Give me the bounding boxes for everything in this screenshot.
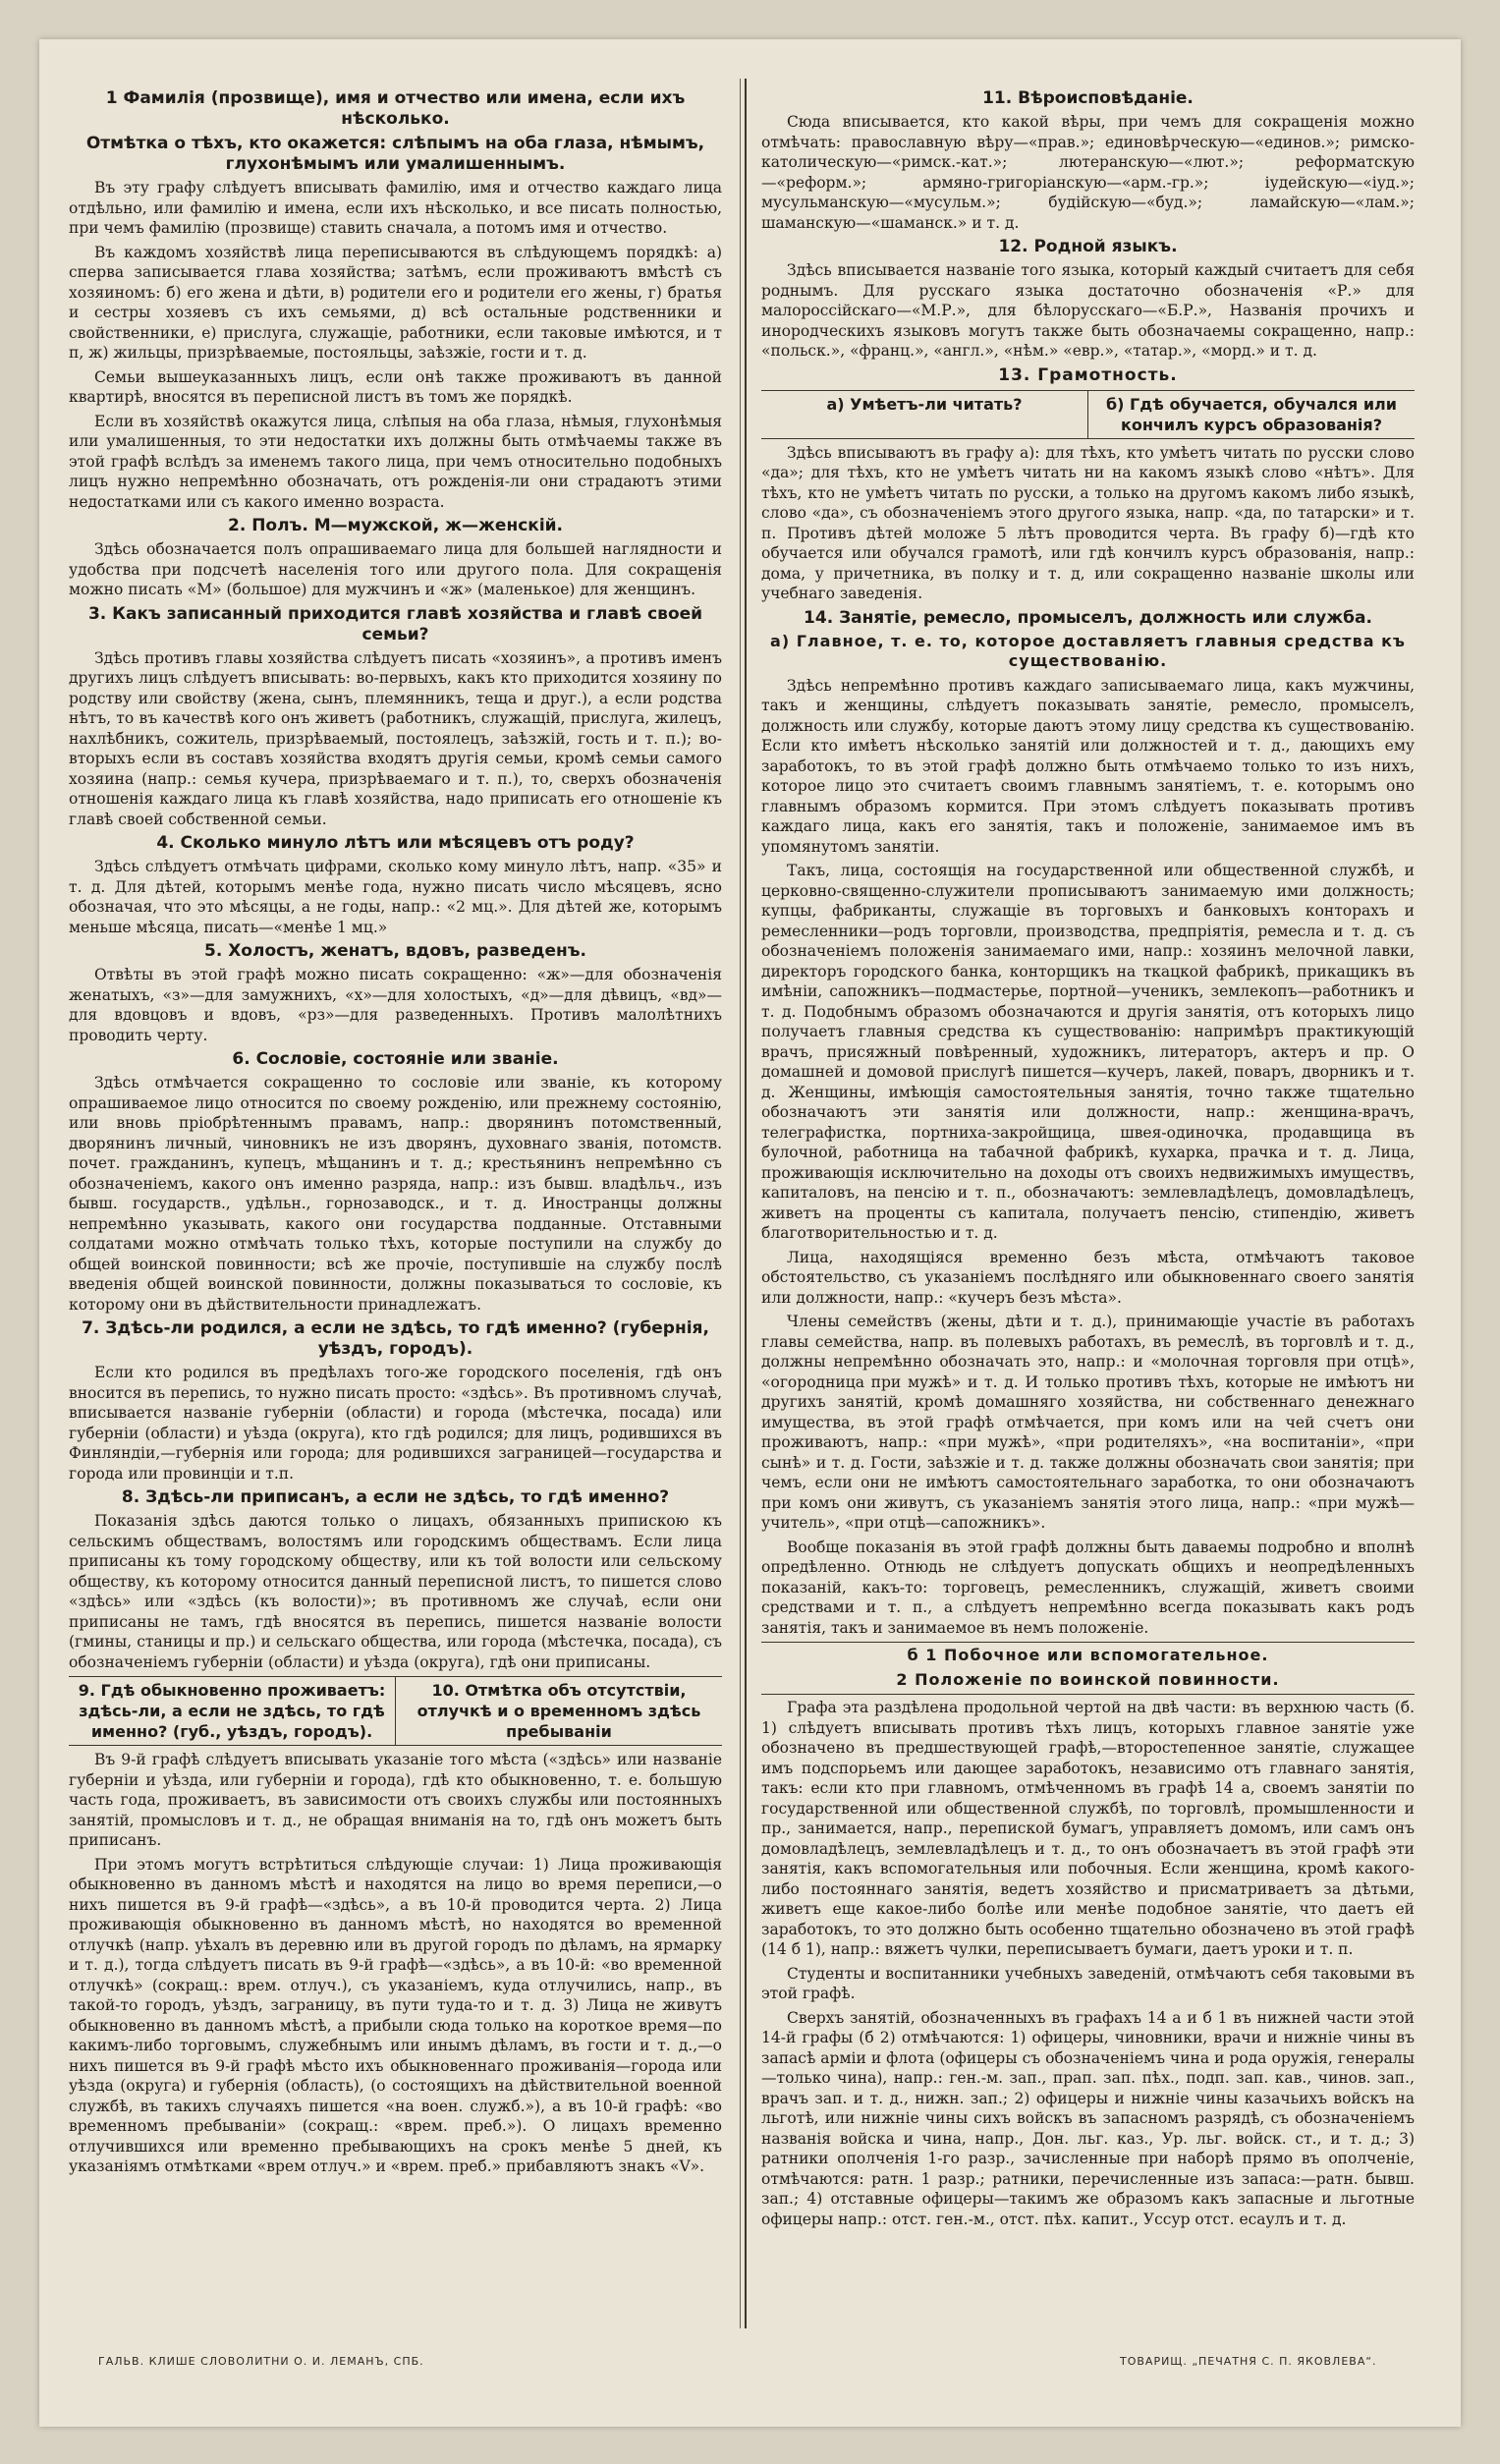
section-13a-title: а) Умѣетъ-ли читать?: [826, 394, 1023, 414]
section-10-title: 10. Отмѣтка объ отсутствіи, отлучкѣ и о временномъ здѣсь пребываніи: [395, 1677, 722, 1745]
section-1-paragraph: Если въ хозяйствѣ окажутся лица, слѣпыя на оба глаза, нѣмыя, глухонѣмыя или умалишенныя, то эти недостатки ихъ должны быть отмѣчаемы также въ этой графѣ вслѣдъ за именемъ такого лица, при чемъ относительно подобныхъ лицъ нужно непремѣнно обозначать, отъ рожденія-ли они страдаютъ этими недостатками или съ какого именно возраста.: [69, 412, 722, 511]
column-divider-thin: [740, 79, 741, 2328]
rule: [761, 1642, 1415, 1643]
section-2-title: 2. Полъ. М—мужской, ж—женскій.: [227, 516, 564, 535]
section-13-paragraph: Здѣсь вписываютъ въ графу а): для тѣхъ, кто умѣетъ читать по русски слово «да»; для тѣхъ, кто не умѣетъ читать ни на какомъ языкѣ слово «нѣтъ». Для тѣхъ, кто не умѣетъ читать по русски, а только на другомъ какомъ либо языкѣ, слово «да», съ обозначеніемъ этого другого языка, напр. «да, по татарски» и т. п. Противъ дѣтей моложе 5 лѣтъ проводится черта. Въ графу б)—гдѣ кто обучается или обучался грамотѣ, или гдѣ кончилъ курсъ образованія, напр.: дома, у причетника, въ полку и т. д, или сокращенно названіе школы или учебнаго заведенія.: [761, 443, 1415, 602]
section-3-title: 3. Какъ записанный приходится главѣ хозяйства и главѣ своей семьи?: [87, 603, 703, 644]
section-11-paragraph: Сюда вписывается, кто какой вѣры, при чемъ для сокращенія можно отмѣчать: православную вѣру—«прав.»; единовѣрческую—«единов.»; римско-католическую—«римск.-кат.»; лютеранскую—«лют.»; реформатскую—«реформ.»; армяно-григоріанскую—«арм.-гр.»; іудейскую—«іуд.»; мусульманскую—«мусульм.»; будійскую—«буд.»; ламайскую—«лам.»; шаманскую—«шаманск.» и т. д.: [761, 113, 1415, 232]
section-1-paragraph: Семьи вышеуказанныхъ лицъ, если онѣ также проживаютъ въ данной квартирѣ, вносятся въ переписной листъ въ томъ же порядкѣ.: [69, 367, 722, 406]
section-14-paragraph: Графа эта раздѣлена продольной чертой на двѣ части: въ верхнюю часть (б. 1) слѣдуетъ вписывать противъ тѣхъ лицъ, которыхъ главное занятіе уже обозначено въ предшествующей графѣ,—второстепенное занятіе, служащее имъ подспорьемъ или дающее заработокъ, независимо отъ главнаго занятія, такъ: если кто при главномъ, отмѣченномъ въ графѣ 14 а, своемъ занятіи по государственной или общественной службѣ, по торговлѣ, промышленности и пр., занимается, напр., перепиской бумагъ, управляетъ домомъ, или самъ онъ домовладѣлецъ, землевладѣлецъ и т. д., то онъ обозначаетъ въ этой графѣ эти занятія, какъ вспомогательныя или побочныя. Если женщина, кромѣ какого-либо постояннаго занятія, ведетъ хозяйство и присматриваетъ за дѣтьми, живетъ еще какое-либо болѣе или менѣе подобное занятіе, что даетъ ей заработокъ, то это должно быть особенно тщательно обозначено въ этой графѣ (14 б 1), напр.: вяжетъ чулки, переписываетъ бумаги, даетъ уроки и т. п.: [761, 1699, 1415, 1958]
section-5-title: 5. Холостъ, женатъ, вдовъ, разведенъ.: [204, 941, 586, 961]
section-3-paragraph: Здѣсь противъ главы хозяйства слѣдуетъ писать «хозяинъ», а противъ именъ другихъ лицъ слѣдуетъ вписывать: во-первыхъ, какъ кто приходится хозяину по родству или свойству (жена, сынъ, племянникъ, теща и друг.), а если родства нѣтъ, то въ качествѣ кого онъ живетъ (работникъ, служащій, прислуга, жилецъ, нахлѣбникъ, сожитель, призрѣваемый, постоялецъ, заѣзжій, гость и т. п.); во-вторыхъ если въ составъ хозяйства входятъ другія семьи, кромѣ семьи самого хозяина (напр.: семья кучера, призрѣваемаго и т. п.), то, сверхъ обозначенія отношенія каждаго лица къ главѣ хозяйства, надо приписать его отношеніе къ главѣ своей собственной семьи.: [69, 648, 722, 828]
section-5-paragraph: Отвѣты въ этой графѣ можно писать сокращенно: «ж»—для обозначенія женатыхъ, «з»—для замужнихъ, «х»—для холостыхъ, «д»—для дѣвицъ, «вд»—для вдовцовъ и вдовъ, «рз»—для разведенныхъ. Противъ малолѣтнихъ проводить черту.: [69, 966, 722, 1044]
section-14b1-subtitle: б 1 Побочное или вспомогательное.: [907, 1646, 1269, 1664]
section-4-title: 4. Сколько минуло лѣтъ или мѣсяцевъ отъ роду?: [156, 833, 635, 853]
section-9-title: 9. Гдѣ обыкновенно проживаетъ: здѣсь-ли, а если не здѣсь, то гдѣ именно? (губ., уѣздъ, городъ).: [78, 1681, 386, 1741]
section-8-title: 8. Здѣсь-ли приписанъ, а если не здѣсь, то гдѣ именно?: [121, 1487, 670, 1507]
rule: [761, 1694, 1415, 1695]
section-9-10-header: [69, 1676, 722, 1746]
left-column: [69, 84, 722, 2315]
section-9-paragraph: Въ 9-й графѣ слѣдуетъ вписывать указаніе того мѣста («здѣсь» или названіе губерніи и уѣзда, или губерніи и города), гдѣ кто обыкновенно, т. е. большую часть года, проживаетъ, въ зависимости отъ своихъ службы или постоянныхъ занятій, промысловъ и т. д., не обращая вниманія на то, гдѣ онъ можетъ быть приписанъ.: [69, 1751, 722, 1849]
section-9-paragraph: При этомъ могутъ встрѣтиться слѣдующіе случаи: 1) Лица проживающія обыкновенно въ данномъ мѣстѣ и находятся на лицо во время переписи,—о нихъ пишется въ 9-й графѣ—«здѣсь», а въ 10-й проводится черта. 2) Лица проживающія обыкновенно въ данномъ мѣстѣ, но находятся во временной отлучкѣ (напр. уѣхалъ въ деревню или въ другой городъ по дѣламъ, на ярмарку и т. д.), тогда слѣдуетъ писать въ 9-й графѣ—«здѣсь», а въ 10-й: «во временной отлучкѣ» (сокращ.: врем. отлуч.), съ указаніемъ, куда отлучились, напр., въ такой-то городъ, уѣздъ, заграницу, въ пути туда-то и т. д. 3) Лица не живутъ обыкновенно въ данномъ мѣстѣ, а прибыли сюда только на короткое время—по какимъ-либо торговымъ, служебнымъ или инымъ дѣламъ, въ гости и т. д.,—о нихъ пишется въ 9-й графѣ мѣсто ихъ обыкновеннаго проживанія—города или уѣзда (округа) и губернія (область), (о состоящихъ на дѣйствительной военной службѣ, въ такихъ случаяхъ пишется «на воен. служб.»), а въ 10-й графѣ: «во временномъ пребываніи» (сокращ.: «врем. преб.»). О лицахъ временно отлучившихся или временно пребывающихъ на срокъ менѣе 5 дней, къ указаніямъ отмѣтками «врем отлуч.» и «врем. преб.» прибавляютъ знакъ «V».: [69, 1855, 722, 2175]
section-1-paragraph: Въ эту графу слѣдуетъ вписывать фамилію, имя и отчество каждаго лица отдѣльно, или фамилію и имена, если ихъ нѣсколько, и все писать полностью, при чемъ фамилію (прозвище) ставить сначала, а потомъ имя и отчество.: [69, 179, 722, 237]
census-instruction-sheet: [39, 39, 1461, 2427]
printer-credit-left: ГАЛЬВ. КЛИШЕ СЛОВОЛИТНИ О. И. ЛЕМАНЪ, СПБ.: [98, 2355, 424, 2368]
section-14-paragraph: Члены семействъ (жены, дѣти и т. д.), принимающіе участіе въ работахъ главы семейства, напр. въ полевыхъ работахъ, въ ремеслѣ, въ торговлѣ и т. д., должны непремѣнно обозначать это, напр.: и «молочная торговля при отцѣ», «огородница при мужѣ» и т. д. И только противъ тѣхъ, которые не имѣютъ ни другихъ занятій, кромѣ домашняго хозяйства, ни собственнаго денежнаго имущества, въ этой графѣ отмѣчается, при комъ или на чей счетъ они проживаютъ, напр.: «при мужѣ», «при родителяхъ», «на воспитаніи», «при сынѣ» и т. д. Гости, заѣзжіе и т. д. также должны обозначать свои занятія; при чемъ, если они не имѣютъ самостоятельнаго заработка, то они обозначаютъ при комъ они живутъ, съ указаніемъ занятія этого лица, напр.: «при мужѣ—учитель», «при отцѣ—сапожникъ».: [761, 1313, 1415, 1532]
section-14a-subtitle: а) Главное, т. е. то, которое доставляетъ главныя средства къ существованію.: [770, 631, 1406, 670]
section-6-paragraph: Здѣсь отмѣчается сокращенно то сословіе или званіе, къ которому опрашиваемое лицо относится по своему рожденію, или прежнему состоянію, или вновь пріобрѣтеннымъ правамъ, напр.: дворянинъ потомственный, дворянинъ личный, чиновникъ не изъ дворянъ, духовнаго званія, потомств. почет. гражданинъ, купецъ, мѣщанинъ и т. д.; крестьянинъ непремѣнно съ обозначеніемъ, какого онъ именно разряда, напр.: изъ бывш. владѣльч., изъ бывш. государств., удѣльн., горнозаводск., и т. д. Иностранцы должны непремѣнно указывать, какого они государства подданные. Отставными солдатами можно отмѣчать только тѣхъ, которые поступили на службу до общей воинской повинности; всѣ же прочіе, поступившіе на службу послѣ введенія общей воинской повинности, должны показываться то сословіе, къ которому они въ дѣйствительности принадлежатъ.: [69, 1074, 722, 1314]
section-1-subtitle: Отмѣтка о тѣхъ, кто окажется: слѣпымъ на оба глаза, нѣмымъ, глухонѣмымъ или умалишеннымъ.: [85, 134, 705, 174]
section-14-paragraph: Здѣсь непремѣнно противъ каждаго записываемаго лица, какъ мужчины, такъ и женщины, слѣдуетъ показывать занятіе, ремесло, промыселъ, должность или службу, которые даютъ этому лицу средства къ существованію. Если кто имѣетъ нѣсколько занятій или должностей и т. д., дающихъ ему заработокъ, то въ этой графѣ должно быть отмѣчаемо только то изъ нихъ, которое лицо это считаетъ своимъ главнымъ занятіемъ, т. е. которымъ оно главнымъ образомъ кормится. При этомъ слѣдуетъ показывать противъ каждаго лица, какъ его занятія, такъ и положеніе, занимаемое имъ въ упомянутомъ занятіи.: [761, 676, 1415, 856]
section-14-paragraph: Лица, находящіяся временно безъ мѣста, отмѣчаютъ таковое обстоятельство, съ указаніемъ послѣдняго или обыкновеннаго своего занятія или должности, напр.: «кучеръ безъ мѣста».: [761, 1248, 1415, 1307]
column-divider: [745, 79, 747, 2328]
section-8-paragraph: Показанія здѣсь даются только о лицахъ, обязанныхъ припискою къ сельскимъ обществамъ, волостямъ или городскимъ обществамъ. Если лица приписаны къ тому городскому обществу, или къ той волости или сельскому обществу, къ которому относится данный переписной листъ, то пишется слово «здѣсь» или «здѣсь (къ волости)»; въ противномъ же случаѣ, если они приписаны не тамъ, гдѣ вносятся въ перепись, пишется названіе волости (гмины, станицы и пр.) и сельскаго общества, или города (мѣстечка, посада), съ обозначеніемъ губерніи (области) и уѣзда (округа), гдѣ они приписаны.: [69, 1512, 722, 1671]
section-1-title: 1 Фамилія (прозвище), имя и отчество или имена, если ихъ нѣсколько.: [105, 88, 686, 129]
section-14-title: 14. Занятіе, ремесло, промыселъ, должность или служба.: [804, 607, 1372, 628]
section-6-title: 6. Сословіе, состояніе или званіе.: [232, 1049, 559, 1069]
section-13-title: 13. Грамотность.: [998, 364, 1178, 385]
section-14b2-subtitle: 2 Положеніе по воинской повинности.: [896, 1669, 1280, 1689]
section-14-paragraph: Сверхъ занятій, обозначенныхъ въ графахъ 14 а и б 1 въ нижней части этой 14-й графы (б 2) отмѣчаются: 1) офицеры, чиновники, врачи и нижніе чины въ запасѣ арміи и флота (офицеры съ обозначеніемъ чина и рода оружія, генералы—только чина), напр.: ген.-м. зап., прап. зап. пѣх., подп. зап. кав., чинов. зап., врачъ зап. и т. д., нижн. зап.; 2) офицеры и нижніе чины казачьихъ войскъ на льготѣ, или нижніе чины сихъ войскъ въ запасномъ разрядѣ, съ обозначеніемъ названія войска и чина, напр., Дон. льг. каз., Ур. льг. войск. ст., и т. д.; 3) ратники ополченія 1-го разр., зачисленные при наборѣ прямо въ ополченіе, отмѣчаются: ратн. 1 разр.; ратники, перечисленные изъ запаса:—ратн. бывш. зап.; 4) отставные офицеры—такимъ же образомъ какъ запасные и льготные офицеры напр.: отст. ген.-м., отст. пѣх. капит., Уссур отст. есаулъ и т. д.: [761, 2008, 1415, 2228]
section-12-title: 12. Родной языкъ.: [998, 237, 1178, 256]
section-13-header: [761, 390, 1415, 439]
section-2-paragraph: Здѣсь обозначается полъ опрашиваемаго лица для большей наглядности и удобства при подсчетѣ населенія того или другого пола. Для сокращенія можно писать «М» (большое) для мужчинъ и «ж» (маленькое) для женщинъ.: [69, 540, 722, 598]
section-12-paragraph: Здѣсь вписывается названіе того языка, который каждый считаетъ для себя роднымъ. Для русскаго языка достаточно обозначенія «Р.» для малороссійскаго—«М.Р.», для бѣлорусскаго—«Б.Р.», Названія прочихъ и инородческихъ языковъ могутъ также быть обозначаемы сокращенно, напр.: «польск.», «франц.», «англ.», «нѣм.» «евр.», «татар.», «морд.» и т. д.: [761, 261, 1415, 360]
section-11-title: 11. Вѣроисповѣданіе.: [982, 88, 1194, 108]
section-14-paragraph: Вообще показанія въ этой графѣ должны быть даваемы подробно и вполнѣ опредѣленно. Отнюдь не слѣдуетъ допускать общихъ и неопредѣленныхъ показаній, какъ-то: торговецъ, ремесленникъ, служащій, живетъ своими средствами и т. п., а слѣдуетъ непремѣнно всегда показывать какъ родъ занятія, такъ и занимаемое въ немъ положеніе.: [761, 1538, 1415, 1637]
section-13b-title: б) Гдѣ обучается, обучался или кончилъ курсъ образованія?: [1087, 391, 1415, 438]
section-14-paragraph: Студенты и воспитанники учебныхъ заведеній, отмѣчаютъ себя таковыми въ этой графѣ.: [761, 1964, 1415, 2002]
right-column: [761, 84, 1415, 2315]
section-7-title: 7. Здѣсь-ли родился, а если не здѣсь, то гдѣ именно? (губернія, уѣздъ, городъ).: [82, 1318, 709, 1359]
printer-credit-right: ТОВАРИЩ. „ПЕЧАТНЯ С. П. ЯКОВЛЕВА“.: [1120, 2355, 1377, 2368]
section-4-paragraph: Здѣсь слѣдуетъ отмѣчать цифрами, сколько кому минуло лѣтъ, напр. «35» и т. д. Для дѣтей, которымъ менѣе года, нужно писать число мѣсяцевъ, ясно обозначая, что это мѣсяцы, а не годы, напр.: «2 мц.». Для дѣтей же, которымъ меньше мѣсяца, писать—«менѣе 1 мц.»: [69, 858, 722, 936]
section-1-paragraph: Въ каждомъ хозяйствѣ лица переписываются въ слѣдующемъ порядкѣ: а) сперва записывается глава хозяйства; затѣмъ, если проживаютъ вмѣстѣ съ хозяиномъ: б) его жена и дѣти, в) родители его и родители его жены, г) братья и сестры хозяевъ съ ихъ семьями, д) всѣ остальные родственники и свойственники, е) прислуга, служащіе, работники, если таковые имѣются, и т п, ж) жильцы, призрѣваемые, постояльцы, заѣзжіе, гости и т. д.: [69, 243, 722, 362]
section-7-paragraph: Если кто родился въ предѣлахъ того-же городского поселенія, гдѣ онъ вносится въ перепись, то нужно писать просто: «здѣсь». Въ противномъ случаѣ, вписывается названіе губерніи (области) и города (мѣстечка, посада) или губерніи (области) и уѣзда (округа), кто гдѣ родился; для лицъ, родившихся въ Финляндіи,—губернія или города; для родившихся заграницей—государства и города или провинціи и т.п.: [69, 1364, 722, 1483]
section-14-paragraph: Такъ, лица, состоящія на государственной или общественной службѣ, и церковно-священно-служители прописываютъ занимаемую ими должность; купцы, фабриканты, служащіе въ торговыхъ и банковыхъ конторахъ и ремесленники—родъ торговли, производства, предпріятія, ремесла и т. д. съ обозначеніемъ положенія занимаемаго ими, напр.: хозяинъ мелочной лавки, директоръ городского банка, конторщикъ на ткацкой фабрикѣ, прикащикъ въ имѣніи, сапожникъ—подмастерье, портной—ученикъ, землекопъ—работникъ и т. д. Подобнымъ образомъ обозначаются и другія занятія, отъ которыхъ лицо получаетъ главныя средства къ существованію: напримѣръ практикующій врачъ, присяжный повѣренный, художникъ, литераторъ, актеръ и пр. О домашней и домовой прислугѣ пишется—кучеръ, лакей, поваръ, дворникъ и т. д. Женщины, имѣющія самостоятельныя занятія, точно также тщательно обозначаютъ эти занятія или должности, напр.: женщина-врачъ, телеграфистка, портниха-закройщица, швея-одиночка, продавщица въ булочной, работница на табачной фабрикѣ, кухарка, прачка и т. д. Лица, проживающія исключительно на доходы отъ своихъ недвижимыхъ имуществъ, капиталовъ, на пенсію и т. п., обозначаютъ: землевладѣлецъ, домовладѣлецъ, живетъ на проценты съ капитала, получаетъ пенсію, стипендію, живетъ благотворительностью и т. д.: [761, 862, 1415, 1242]
